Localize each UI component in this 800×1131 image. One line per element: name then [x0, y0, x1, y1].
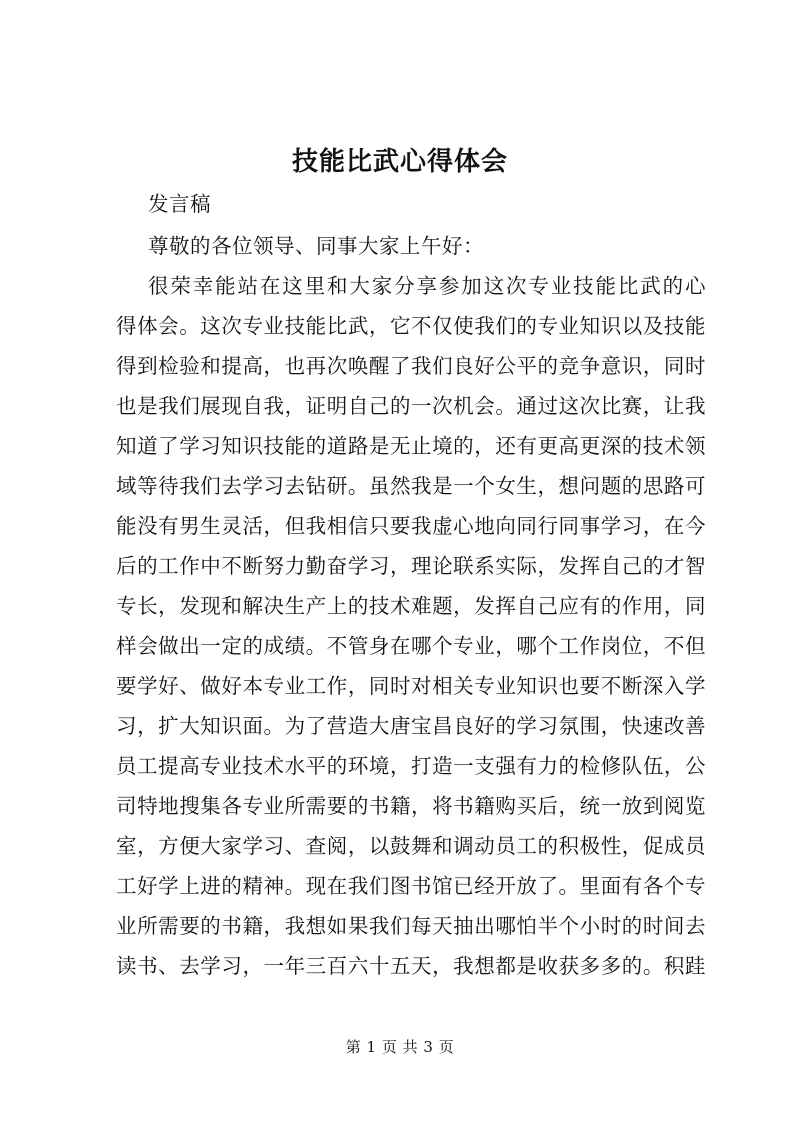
- body-line: 得到检验和提高，也再次唤醒了我们良好公平的竞争意识，同时: [116, 354, 706, 378]
- body-line: 很荣幸能站在这里和大家分享参加这次专业技能比武的心: [148, 274, 706, 298]
- body-line: 域等待我们去学习去钻研。虽然我是一个女生，想问题的思路可: [116, 474, 706, 498]
- body-line: 员工提高专业技术水平的环境，打造一支强有力的检修队伍，公: [116, 754, 706, 778]
- body-line: 工好学上进的精神。现在我们图书馆已经开放了。里面有各个专: [116, 874, 706, 898]
- body-line: 室，方便大家学习、查阅，以鼓舞和调动员工的积极性，促成员: [116, 834, 706, 858]
- body-line: 专长，发现和解决生产上的技术难题，发挥自己应有的作用，同: [116, 594, 706, 618]
- document-subtitle: 发言稿: [148, 192, 211, 216]
- body-line: 也是我们展现自我，证明自己的一次机会。通过这次比赛，让我: [116, 394, 706, 418]
- document-title: 技能比武心得体会: [291, 147, 508, 177]
- greeting-line: 尊敬的各位领导、同事大家上午好：: [148, 234, 484, 258]
- page-number: 第 1 页 共 3 页: [345, 1038, 455, 1056]
- body-line: 得体会。这次专业技能比武，它不仅使我们的专业知识以及技能: [116, 314, 706, 338]
- body-line: 后的工作中不断努力勤奋学习，理论联系实际，发挥自己的才智: [116, 554, 706, 578]
- body-line: 业所需要的书籍，我想如果我们每天抽出哪怕半个小时的时间去: [116, 914, 706, 938]
- body-line: 司特地搜集各专业所需要的书籍，将书籍购买后，统一放到阅览: [116, 794, 706, 818]
- body-line: 读书、去学习，一年三百六十五天，我想都是收获多多的。积跬: [116, 954, 706, 978]
- body-line: 要学好、做好本专业工作，同时对相关专业知识也要不断深入学: [116, 674, 706, 698]
- body-line: 能没有男生灵活，但我相信只要我虚心地向同行同事学习，在今: [116, 514, 706, 538]
- body-line: 知道了学习知识技能的道路是无止境的，还有更高更深的技术领: [116, 434, 706, 458]
- body-line: 样会做出一定的成绩。不管身在哪个专业，哪个工作岗位，不但: [116, 634, 706, 658]
- body-line: 习，扩大知识面。为了营造大唐宝昌良好的学习氛围，快速改善: [116, 714, 706, 738]
